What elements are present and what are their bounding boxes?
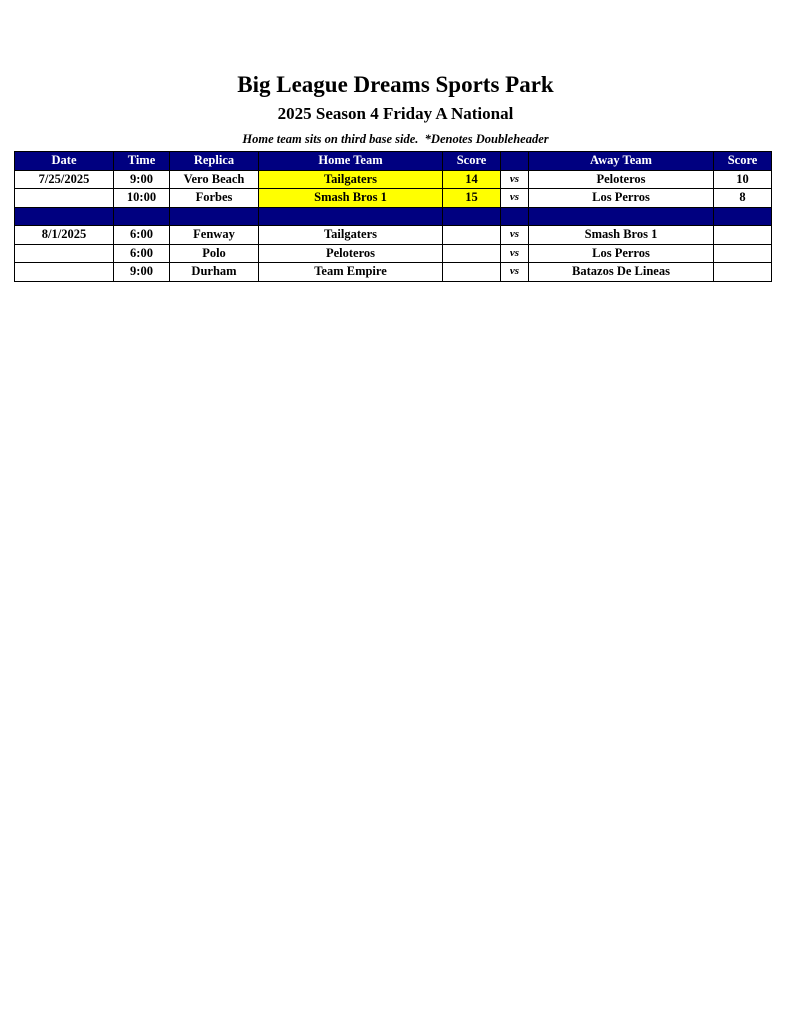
cell-replica: Forbes [170,189,259,208]
cell-away-score: 8 [714,189,772,208]
page-subtitle: 2025 Season 4 Friday A National [277,104,514,123]
page-title: Big League Dreams Sports Park [237,72,554,97]
cell-home-score [443,263,501,282]
cell-away-team: Los Perros [529,189,714,208]
cell-time: 6:00 [114,244,170,263]
cell-time: 9:00 [114,263,170,282]
cell-replica: Polo [170,244,259,263]
column-header-time: Time [114,152,170,171]
column-header-away-score: Score [714,152,772,171]
cell-vs: vs [501,226,529,245]
schedule-table [14,151,772,282]
cell-date [15,263,114,282]
separator-cell [529,207,714,226]
cell-date: 8/1/2025 [15,226,114,245]
cell-away-score [714,226,772,245]
cell-vs: vs [501,263,529,282]
table-row [15,226,772,245]
separator-cell [15,207,114,226]
table-header-row [15,152,772,171]
cell-vs: vs [501,189,529,208]
table-row [15,263,772,282]
cell-away-team: Peloteros [529,170,714,189]
separator-cell [501,207,529,226]
cell-home-team: Smash Bros 1 [259,189,443,208]
separator-cell [259,207,443,226]
cell-away-team: Batazos De Lineas [529,263,714,282]
cell-away-score: 10 [714,170,772,189]
table-row [15,189,772,208]
separator-cell [170,207,259,226]
cell-date [15,244,114,263]
cell-home-team: Team Empire [259,263,443,282]
cell-date [15,189,114,208]
column-header-vs [501,152,529,171]
column-header-date: Date [15,152,114,171]
column-header-replica: Replica [170,152,259,171]
cell-date: 7/25/2025 [15,170,114,189]
table-row [15,244,772,263]
cell-home-score: 14 [443,170,501,189]
separator-cell [114,207,170,226]
cell-replica: Fenway [170,226,259,245]
cell-replica: Durham [170,263,259,282]
table-row [15,170,772,189]
cell-home-score [443,226,501,245]
cell-vs: vs [501,244,529,263]
cell-replica: Vero Beach [170,170,259,189]
separator-cell [443,207,501,226]
separator-cell [714,207,772,226]
cell-home-team: Tailgaters [259,226,443,245]
cell-vs: vs [501,170,529,189]
cell-time: 6:00 [114,226,170,245]
cell-away-team: Smash Bros 1 [529,226,714,245]
cell-time: 9:00 [114,170,170,189]
column-header-home-score: Score [443,152,501,171]
cell-time: 10:00 [114,189,170,208]
cell-home-team: Peloteros [259,244,443,263]
cell-home-score: 15 [443,189,501,208]
cell-away-score [714,244,772,263]
page-note: Home team sits on third base side. *Denotes Doubleheader [242,132,549,146]
cell-away-team: Los Perros [529,244,714,263]
cell-away-score [714,263,772,282]
cell-home-team: Tailgaters [259,170,443,189]
column-header-away-team: Away Team [529,152,714,171]
cell-home-score [443,244,501,263]
separator-row [15,207,772,226]
column-header-home-team: Home Team [259,152,443,171]
